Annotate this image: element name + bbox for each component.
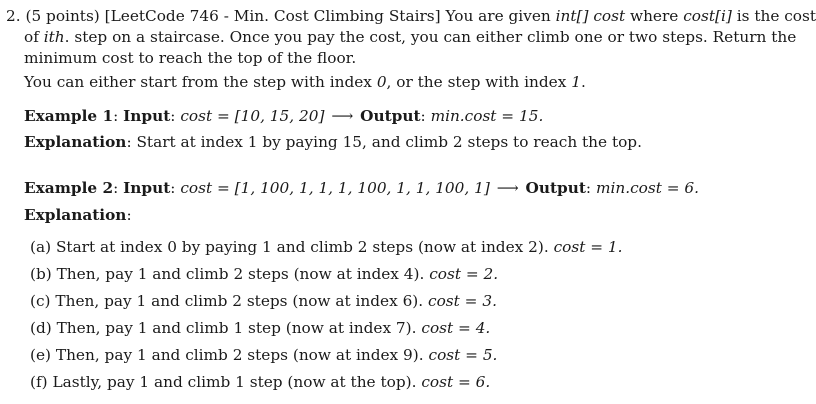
example2-label: Example 2 — [24, 179, 114, 197]
example2-input-expr: cost = [1, 100, 1, 1, 1, 100, 1, 1, 100, 1] — [180, 179, 490, 197]
example1-input-label: Input — [123, 107, 171, 125]
list-item: (b) Then, pay 1 and climb 2 steps (now at index 4). cost = 2. — [30, 265, 499, 283]
type-int-array: int[] — [555, 7, 589, 25]
list-marker: (d) — [30, 319, 52, 337]
example2-output-label: Output — [525, 179, 586, 197]
problem-title: [LeetCode 746 - Min. Cost Climbing Stairs] — [104, 7, 441, 25]
example1-output-expr: min.cost = 15. — [430, 107, 544, 125]
list-marker: (e) — [30, 346, 51, 364]
example1-label: Example 1 — [24, 107, 114, 125]
list-marker: (f) — [30, 373, 48, 391]
list-marker: (c) — [30, 292, 51, 310]
arrow-icon: ⟶ — [496, 179, 519, 197]
problem-points: (5 points) — [25, 7, 100, 25]
problem-number: 2. — [6, 7, 21, 25]
list-item: (c) Then, pay 1 and climb 2 steps (now at index 6). cost = 3. — [30, 292, 497, 310]
example2-explanation: Explanation: — [24, 206, 132, 224]
problem-line-3: minimum cost to reach the top of the floor. — [24, 49, 357, 67]
example2-explanation-label: Explanation — [24, 206, 127, 224]
problem-line-2: of ith. step on a staircase. Once you pay the cost, you can either climb one or two steps. Return the — [24, 28, 797, 46]
problem-line-1: 2. (5 points) [LeetCode 746 - Min. Cost Climbing Stairs] You are given int[] cost where cost[i] is the cost — [6, 7, 816, 25]
example2-input-label: Input — [123, 179, 171, 197]
list-item: (d) Then, pay 1 and climb 1 step (now at index 7). cost = 4. — [30, 319, 491, 337]
example1-explanation-label: Explanation — [24, 133, 127, 151]
start-line: You can either start from the step with index 0, or the step with index 1. — [24, 73, 586, 91]
arrow-icon: ⟶ — [331, 107, 354, 125]
list-marker: (b) — [30, 265, 52, 283]
list-item: (f) Lastly, pay 1 and climb 1 step (now at the top). cost = 6. — [30, 373, 491, 391]
list-marker: (a) — [30, 238, 52, 256]
example1-input-expr: cost = [10, 15, 20] — [180, 107, 325, 125]
example1-line: Example 1: Input: cost = [10, 15, 20] ⟶ Output: min.cost = 15. — [24, 107, 544, 125]
list-item: (a) Start at index 0 by paying 1 and climb 2 steps (now at index 2). cost = 1. — [30, 238, 623, 256]
example2-output-expr: min.cost = 6. — [595, 179, 699, 197]
example2-line: Example 2: Input: cost = [1, 100, 1, 1, 1, 100, 1, 1, 100, 1] ⟶ Output: min.cost = 6. — [24, 179, 699, 197]
example1-explanation: Explanation: Start at index 1 by paying 15, and climb 2 steps to reach the top. — [24, 133, 642, 151]
list-item: (e) Then, pay 1 and climb 2 steps (now at index 9). cost = 5. — [30, 346, 498, 364]
example1-output-label: Output — [360, 107, 421, 125]
